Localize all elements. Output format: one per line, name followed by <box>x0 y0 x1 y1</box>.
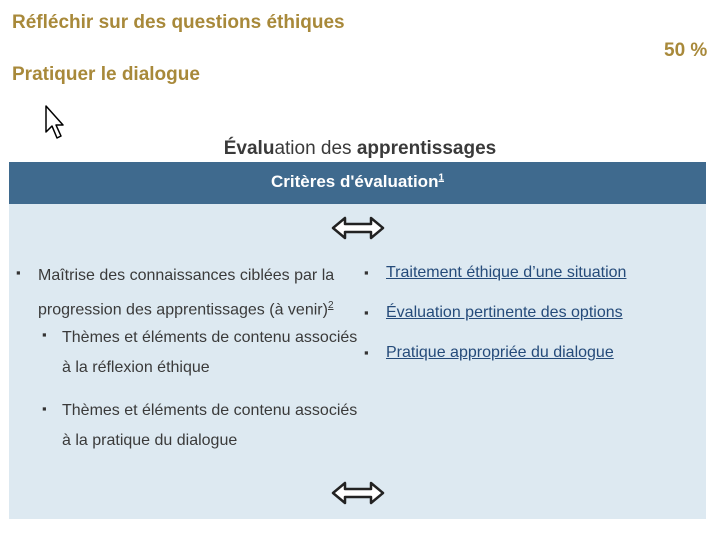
weight-percent: 50 % <box>664 40 708 61</box>
square-bullet-icon: ▪ <box>364 265 369 280</box>
square-bullet-icon: ▪ <box>364 305 369 320</box>
criteria-header: Critères d'évaluation$^1$ <box>270 172 445 191</box>
square-bullet-icon: ▪ <box>42 401 47 416</box>
mouse-pointer-icon <box>44 104 64 142</box>
evaluation-title: Évaluation des apprentissages <box>223 138 497 159</box>
sub-criterion-ethical-reflection: Thèmes et éléments de contenu associés à la réflexion éthique <box>62 329 358 376</box>
sub-criterion-dialogue-practice: Thèmes et éléments de contenu associés à la pratique du dialogue <box>62 402 358 449</box>
heading-reflect: Réfléchir sur des questions éthiques <box>12 12 345 33</box>
double-arrow-icon <box>330 215 386 241</box>
square-bullet-icon: ▪ <box>42 327 47 342</box>
link-ethical-treatment[interactable]: Traitement éthique d’une situation <box>386 264 627 281</box>
link-options-evaluation[interactable]: Évaluation pertinente des options <box>386 304 623 321</box>
square-bullet-icon: ▪ <box>364 345 369 360</box>
double-arrow-icon <box>330 480 386 506</box>
link-dialogue-practice[interactable]: Pratique appropriée du dialogue <box>386 344 614 361</box>
knowledge-criterion: Maîtrise des connaissances ciblées par la progression des apprentissages (à venir)$^2$ <box>38 267 335 319</box>
square-bullet-icon: ▪ <box>16 265 21 280</box>
heading-dialogue: Pratiquer le dialogue <box>12 64 200 85</box>
